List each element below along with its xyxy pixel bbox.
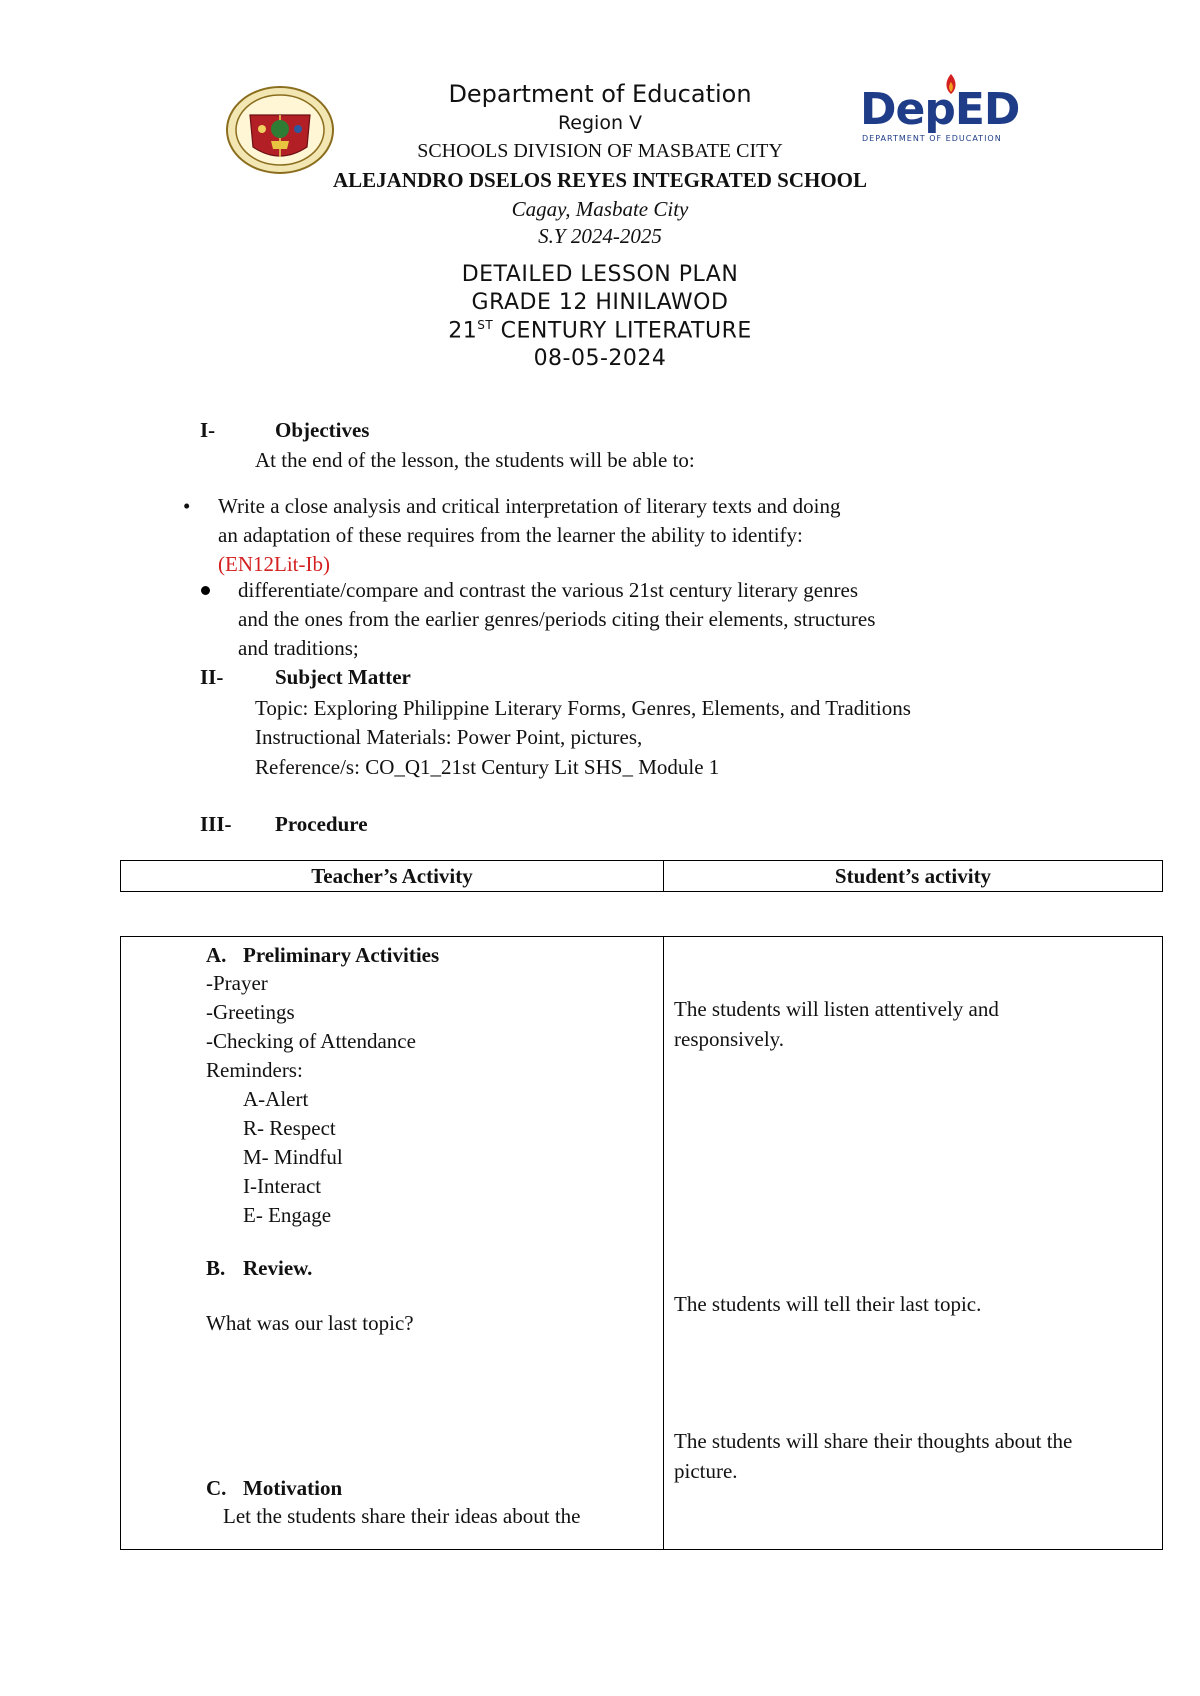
deped-logo-subtext: DEPARTMENT OF EDUCATION <box>862 134 1002 143</box>
procedure-header-table <box>120 860 1163 892</box>
student-response-1-line-2: responsively. <box>674 1027 785 1051</box>
grade-section: GRADE 12 HINILAWOD <box>471 290 729 315</box>
department-name: Department of Education <box>448 80 752 108</box>
subject-title-number: 21 <box>448 318 478 344</box>
bullet-1-line-1: Write a close analysis and critical interpretation of literary texts and doing <box>218 494 841 518</box>
reminder-interact: I-Interact <box>243 1174 322 1198</box>
subject-matter-heading: Subject Matter <box>275 665 411 689</box>
objectives-number: I- <box>200 418 216 442</box>
subject-matter-number: II- <box>200 665 224 689</box>
objectives-intro: At the end of the lesson, the students will be able to: <box>255 448 695 472</box>
section-c-letter: C. <box>206 1476 227 1500</box>
review-question: What was our last topic? <box>206 1311 414 1335</box>
procedure-number: III- <box>200 812 232 836</box>
bullet-2-line-2: and the ones from the earlier genres/periods citing their elements, structures <box>238 607 876 631</box>
objectives-heading: Objectives <box>275 418 370 442</box>
subject-title-sup: ST <box>477 318 494 332</box>
school-year: S.Y 2024-2025 <box>538 224 662 248</box>
bullet-1-symbol: • <box>183 494 191 518</box>
competency-code: (EN12Lit-Ib) <box>218 552 330 576</box>
division-name: SCHOOLS DIVISION OF MASBATE CITY <box>417 140 783 162</box>
student-response-2: The students will tell their last topic. <box>674 1292 982 1316</box>
lesson-date: 08-05-2024 <box>533 346 667 371</box>
school-name: ALEJANDRO DSELOS REYES INTEGRATED SCHOOL <box>332 168 868 192</box>
teacher-activities-cell <box>121 937 664 1550</box>
deped-logo-text: DepED <box>860 84 1020 135</box>
reminder-respect: R- Respect <box>243 1116 336 1140</box>
subject-title-rest: CENTURY LITERATURE <box>493 318 752 344</box>
bullet-2-line-1: differentiate/compare and contrast the various 21st century literary genres <box>238 578 859 602</box>
reminder-engage: E- Engage <box>243 1203 332 1227</box>
teacher-activity-header: Teacher’s Activity <box>121 861 664 892</box>
student-activity-header: Student’s activity <box>664 861 1163 892</box>
student-response-3-line-1: The students will share their thoughts about the <box>674 1429 1073 1453</box>
procedure-activities-table <box>120 936 1163 1550</box>
materials-line: Instructional Materials: Power Point, pictures, <box>255 725 643 749</box>
student-response-1-line-1: The students will listen attentively and <box>674 997 999 1021</box>
section-b-letter: B. <box>206 1256 226 1280</box>
prayer-item: -Prayer <box>206 971 268 995</box>
bullet-1-line-2: an adaptation of these requires from the learner the ability to identify: <box>218 523 803 547</box>
bullet-2-dot <box>201 586 210 595</box>
section-a-title: Preliminary Activities <box>243 943 440 967</box>
attendance-item: -Checking of Attendance <box>206 1029 416 1053</box>
motivation-text: Let the students share their ideas about the <box>223 1504 581 1528</box>
student-response-3-line-2: picture. <box>674 1459 738 1483</box>
subject-title <box>0 318 1200 343</box>
section-a-letter: A. <box>206 943 227 967</box>
topic-line: Topic: Exploring Philippine Literary Forms, Genres, Elements, and Traditions <box>255 696 911 720</box>
section-c-title: Motivation <box>243 1476 343 1500</box>
bullet-2-line-3: and traditions; <box>238 636 359 660</box>
procedure-heading: Procedure <box>275 812 368 836</box>
reminder-alert: A-Alert <box>243 1087 309 1111</box>
student-activities-cell <box>664 937 1163 1550</box>
reminders-label: Reminders: <box>206 1058 303 1082</box>
plan-title: DETAILED LESSON PLAN <box>461 262 739 287</box>
references-line: Reference/s: CO_Q1_21st Century Lit SHS_ Module 1 <box>255 755 720 779</box>
greetings-item: -Greetings <box>206 1000 295 1024</box>
section-b-title: Review. <box>243 1256 313 1280</box>
region-name: Region V <box>557 112 643 134</box>
reminder-mindful: M- Mindful <box>243 1145 343 1169</box>
school-address: Cagay, Masbate City <box>511 197 689 221</box>
